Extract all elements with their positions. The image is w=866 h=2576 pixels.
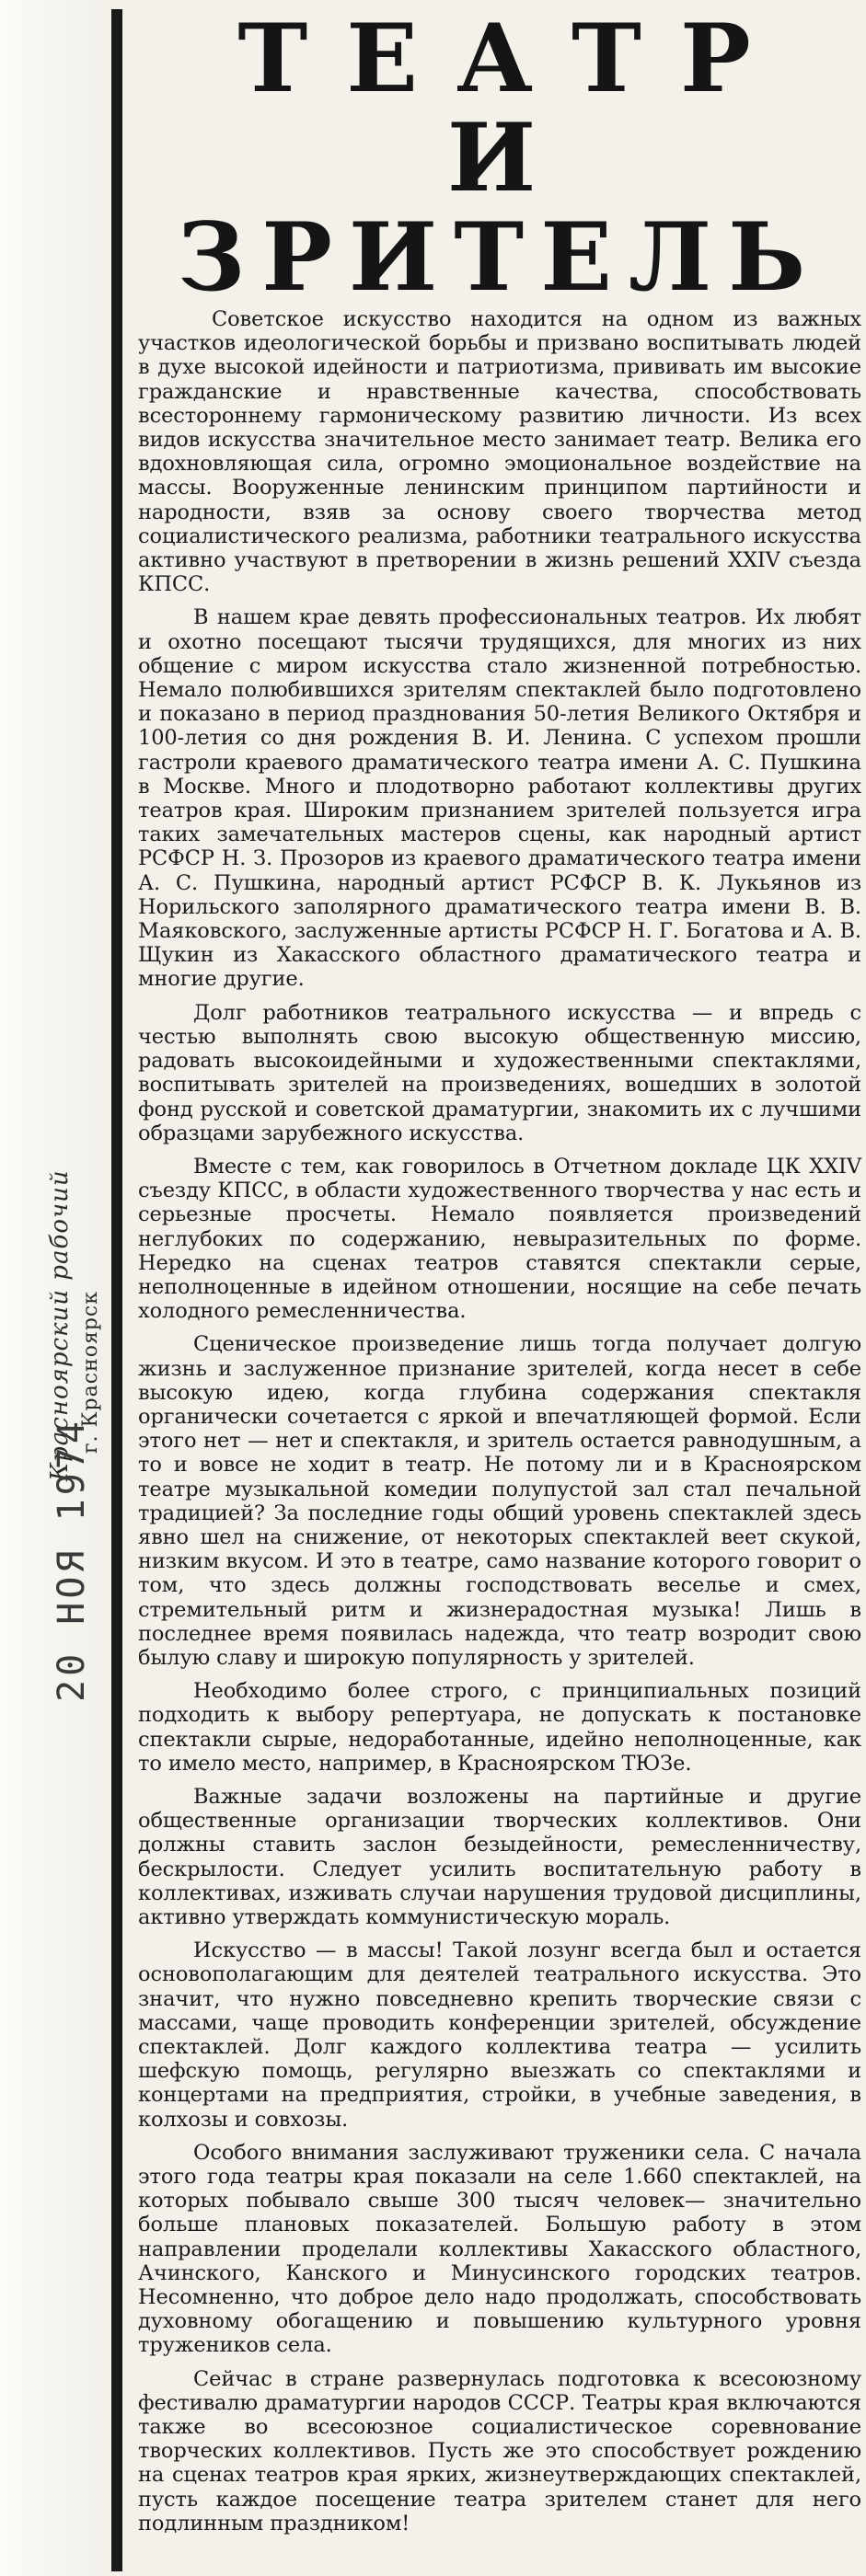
title-line-1: ТЕАТР bbox=[237, 4, 790, 114]
title-line-2: И ЗРИТЕЛЬ bbox=[177, 103, 823, 313]
clipping-source-label: Красноярский рабочий bbox=[46, 1169, 74, 1481]
clipping-city-label: г. Красноярск bbox=[79, 1290, 102, 1454]
paragraph: Необходимо более строго, с принципиальных позиций подходить к выбору репертуара, не допускать к постановке спектакли сырые, недоработанные, идейно неполноценные, как то имело место, например, в Красноярском ТЮЗе. bbox=[138, 1679, 861, 1776]
paragraph: Сценическое произведение лишь тогда получает долгую жизнь и заслуженное признание зрителей, когда несет в себе высокую идею, когда глубина содержания спектакля органически сочетается с яркой и впечатляющей формой. Если этого нет — нет и спектакля, и зритель остается равнодушным, а то и вовсе не ходит в театр. Не потому ли и в Красноярском театре музыкальной комедии полупустой зал стал печальной традицией? За последние годы общий уровень спектаклей здесь явно шел на снижение, от некоторых спектаклей веет скукой, низким вкусом. И это в театре, само название которого говорит о том, что здесь должны господствовать веселье и смех, стремительный ритм и жизнерадостная музыка! Лишь в последнее время появилась надежда, что театр возродит свою былую славу и широкую популярность у зрителей. bbox=[138, 1332, 861, 1670]
article-title bbox=[138, 4, 861, 313]
paragraph: В нашем крае девять профессиональных театров. Их любят и охотно посещают тысячи трудящихся, для многих из них общение с миром искусства стало жизненной потребностью. Немало полюбившихся зрителям спектаклей было подготовлено и показано в период празднования 50-летия Великого Октября и 100-летия со дня рождения В. И. Ленина. С успехом прошли гастроли краевого драматического театра имени А. С. Пушкина в Москве. Много и плодотворно работают коллективы других театров края. Широким признанием зрителей пользуется игра таких замечательных мастеров сцены, как народный артист РСФСР Н. З. Прозоров из краевого драматического театра имени А. С. Пушкина, народный артист РСФСР В. К. Лукьянов из Норильского заполярного драматического театра имени В. В. Маяковского, заслуженные артисты РСФСР Н. Г. Богатова и А. В. Щукин из Хакасского областного драматического театра и многие другие. bbox=[138, 605, 861, 992]
paragraph: Советское искусство находится на одном из важных участков идеологической борьбы и призвано воспитывать людей в духе высокой идейности и патриотизма, прививать им высокие гражданские и нравственные качества, способствовать всестороннему гармоническому развитию личности. Из всех видов искусства значительное место занимает театр. Велика его вдохновляющая сила, огромно эмоциональное воздействие на массы. Вооруженные ленинским принципом партийности и народности, взяв за основу своего творчества метод социалистического реализма, работники театрального искусства активно участвуют в претворении в жизнь решений XXIV съезда КПСС. bbox=[138, 307, 861, 597]
article bbox=[138, 4, 861, 2545]
article-body bbox=[138, 307, 861, 2536]
paragraph: Вместе с тем, как говорилось в Отчетном докладе ЦК XXIV съезду КПСС, в области художественного творчества у нас есть и серьезные просчеты. Немало появляется произведений неглубоких по содержанию, невыразительных по форме. Нередко на сценах театров ставятся спектакли серые, неполноценные в идейном отношении, носящие на себе печать холодного ремесленничества. bbox=[138, 1154, 861, 1324]
paragraph: Сейчас в стране развернулась подготовка к всесоюзному фестивалю драматургии народов СССР. Театры края включаются также во всесоюзное социалистическое соревнование творческих коллективов. Пусть же это способствует рождению на сценах театров края ярких, жизнеутверждающих спектаклей, пусть каждое посещение театра зрителем станет для него подлинным праздником! bbox=[138, 2366, 861, 2536]
paragraph: Долг работников театрального искусства — и впредь с честью выполнять свою высокую общественную миссию, радовать высокоидейными и художественными спектаклями, воспитывать зрителей на произведениях, вошедших в золотой фонд русской и советской драматургии, знакомить их с лучшими образцами зарубежного искусства. bbox=[138, 1000, 861, 1145]
date-stamp: 20 НОЯ 1974 bbox=[51, 1418, 93, 1702]
paragraph: Искусство — в массы! Такой лозунг всегда был и остается основополагающим для деятелей театрального искусства. Это значит, что нужно повседневно крепить творческие связи с массами, чаще проводить конференции зрителей, обсуждение спектаклей. Долг каждого коллектива театра — усилить шефскую помощь, регулярно выезжать со спектаклями и концертами на предприятия, стройки, в учебные заведения, в колхозы и совхозы. bbox=[138, 1938, 861, 2132]
column-rule bbox=[111, 9, 122, 2571]
paragraph: Особого внимания заслуживают труженики села. С начала этого года театры края показали на селе 1.660 спектаклей, на которых побывало свыше 300 тысяч человек— значительно больше плановых показателей. Большую работу в этом направлении проделали коллективы Хакасского областного, Ачинского, Канского и Минусинского городских театров. Несомненно, что доброе дело надо продолжать, способствовать духовному обогащению и повышению культурного уровня тружеников села. bbox=[138, 2140, 861, 2358]
paragraph: Важные задачи возложены на партийные и другие общественные организации творческих коллективов. Они должны ставить заслон безыдейности, ремесленничеству, бескрылости. Следует усилить воспитательную работу в коллективах, изживать случаи нарушения трудовой дисциплины, активно утверждать коммунистическую мораль. bbox=[138, 1784, 861, 1929]
